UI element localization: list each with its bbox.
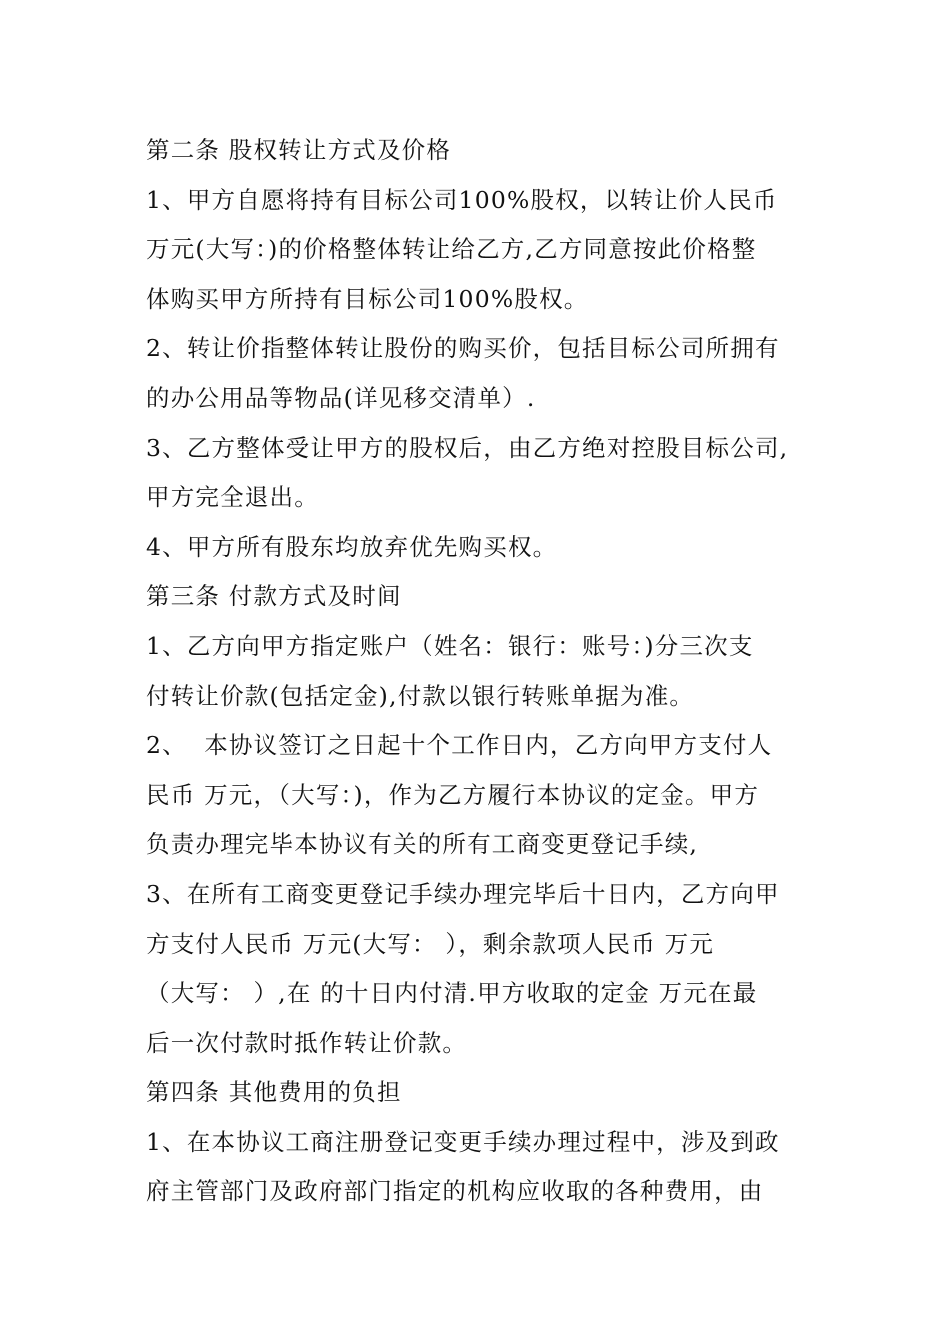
paragraph-line: 府主管部门及政府部门指定的机构应收取的各种费用，由 bbox=[146, 1177, 764, 1206]
paragraph-line: 3、乙方整体受让甲方的股权后，由乙方绝对控股目标公司, bbox=[146, 433, 789, 462]
paragraph-line: 1、甲方自愿将持有目标公司100%股权，以转让价人民币 bbox=[146, 185, 778, 214]
paragraph-line: 1、在本协议工商注册登记变更手续办理过程中，涉及到政 bbox=[146, 1127, 780, 1156]
paragraph-line: 后一次付款时抵作转让价款。 bbox=[146, 1028, 468, 1057]
paragraph-line: 付转让价款(包括定金),付款以银行转账单据为准。 bbox=[146, 681, 695, 710]
section-heading-article-3: 第三条 付款方式及时间 bbox=[146, 582, 402, 611]
paragraph-line: 民币 万元，（大写：)，作为乙方履行本协议的定金。甲方 bbox=[146, 780, 760, 809]
paragraph-line: 的办公用品等物品(详见移交清单）. bbox=[146, 383, 536, 412]
paragraph-line: 3、在所有工商变更登记手续办理完毕后十日内，乙方向甲 bbox=[146, 879, 780, 908]
paragraph-line: 2、 本协议签订之日起十个工作日内，乙方向甲方支付人 bbox=[146, 731, 773, 760]
paragraph-line: 4、甲方所有股东均放弃优先购买权。 bbox=[146, 532, 558, 561]
paragraph-line: 负责办理完毕本协议有关的所有工商变更登记手续, bbox=[146, 830, 699, 859]
section-heading-article-2: 第二条 股权转让方式及价格 bbox=[146, 136, 452, 164]
section-heading-article-4: 第四条 其他费用的负担 bbox=[146, 1078, 402, 1107]
paragraph-line: 甲方完全退出。 bbox=[146, 483, 319, 512]
paragraph-line: 1、乙方向甲方指定账户（姓名：银行：账号：)分三次支 bbox=[146, 631, 754, 660]
paragraph-line: 万元(大写：)的价格整体转让给乙方,乙方同意按此价格整 bbox=[146, 235, 757, 264]
paragraph-line: 2、转让价指整体转让股份的购买价，包括目标公司所拥有 bbox=[146, 334, 780, 363]
paragraph-line: （大写： ）,在 的十日内付清.甲方收取的定金 万元在最 bbox=[146, 979, 758, 1008]
document-body bbox=[146, 126, 816, 1217]
paragraph-line: 体购买甲方所持有目标公司100%股权。 bbox=[146, 284, 589, 313]
paragraph-line: 方支付人民币 万元(大写： ），剩余款项人民币 万元 bbox=[146, 929, 715, 958]
